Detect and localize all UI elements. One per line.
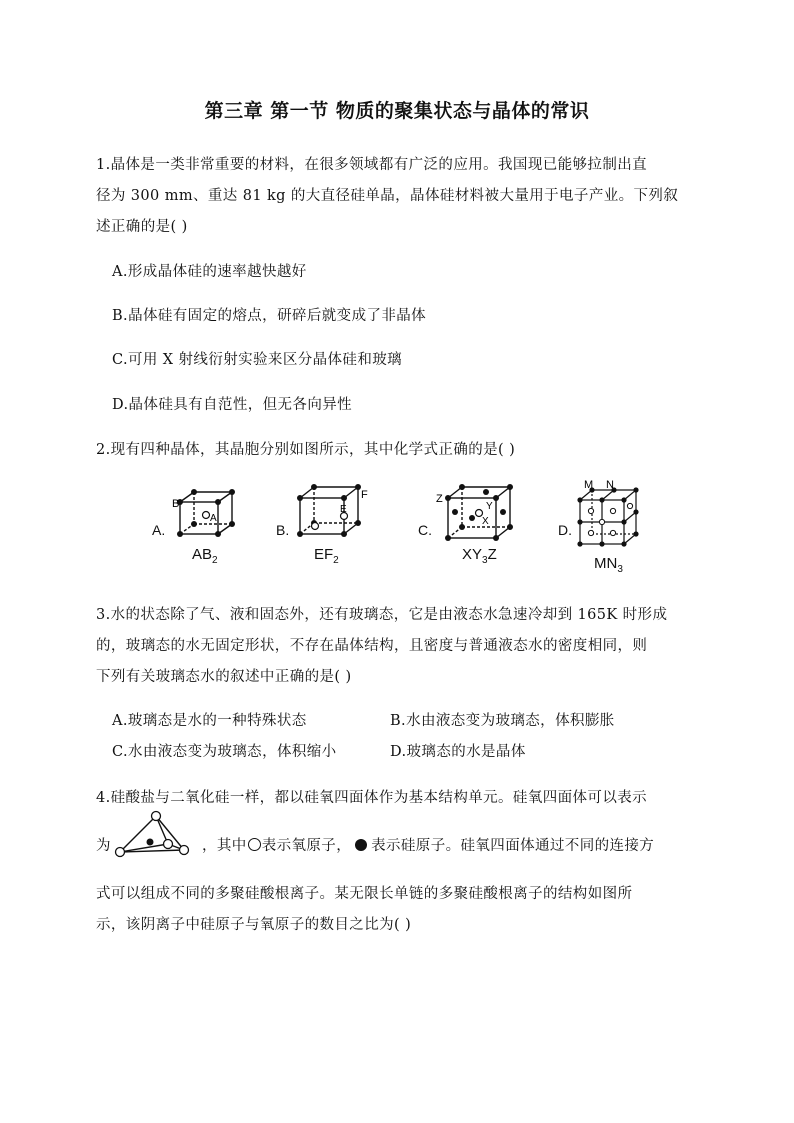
figure-b-tag-f: F xyxy=(361,489,368,501)
sio4-tetrahedron-icon xyxy=(110,810,196,860)
q2-stem: 2.现有四种晶体，其晶胞分别如图所示，其中化学式正确的是( ) xyxy=(96,442,516,458)
q4-stem-line3: 式可以组成不同的多聚硅酸根离子。某无限长单链的多聚硅酸根离子的结构如图所 xyxy=(96,886,633,902)
figure-d-formula-main: MN xyxy=(594,555,618,572)
figure-b-label[interactable]: B. xyxy=(276,522,290,538)
figure-a-formula xyxy=(192,546,218,566)
figure-a-label[interactable]: A. xyxy=(152,522,166,538)
figure-c-tag-y: Y xyxy=(486,501,493,512)
figure-d-tag-m: M xyxy=(584,480,594,491)
figure-c-formula-main: XY xyxy=(462,546,483,563)
figure-b-formula-main: EF xyxy=(314,546,334,563)
figure-c-formula-tail: Z xyxy=(487,546,497,563)
q3-option-a[interactable]: A.玻璃态是水的一种特殊状态 xyxy=(112,713,307,729)
figure-a-formula-main: AB xyxy=(192,546,213,563)
silicon-atom-icon xyxy=(355,839,367,851)
q4-line2 xyxy=(202,834,654,855)
q3-option-d[interactable]: D.玻璃态的水是晶体 xyxy=(390,744,526,760)
figure-a-cell xyxy=(172,486,238,538)
figure-c-tag-z: Z xyxy=(436,493,443,505)
figure-a-formula-sub: 2 xyxy=(212,555,218,566)
figure-b-tag-e: E xyxy=(340,504,347,515)
q4-line2-mid: ，其中 xyxy=(202,838,247,854)
q1-option-d[interactable]: D.晶体硅具有自范性，但无各向异性 xyxy=(112,397,353,413)
figure-d-tag-n: N xyxy=(606,480,614,491)
figure-c-formula-sub: 3 xyxy=(482,555,488,566)
figure-c-label[interactable]: C. xyxy=(418,522,432,538)
page-title: 第三章 第一节 物质的聚集状态与晶体的常识 xyxy=(204,100,590,122)
figure-d-label[interactable]: D. xyxy=(558,522,572,538)
figure-c-formula xyxy=(462,546,497,566)
q4-stem-line1: 4.硅酸盐与二氧化硅一样，都以硅氧四面体作为基本结构单元。硅氧四面体可以表示 xyxy=(96,790,648,806)
q1-option-a[interactable]: A.形成晶体硅的速率越快越好 xyxy=(112,264,307,280)
q3-stem-line1: 3.水的状态除了气、液和固态外，还有玻璃态，它是由液态水急速冷却到 165K 时形成 xyxy=(96,607,668,623)
figure-a-tag-a: A xyxy=(210,513,217,524)
figure-b-formula-sub: 2 xyxy=(333,555,339,566)
q3-option-b[interactable]: B.水由液态变为玻璃态，体积膨胀 xyxy=(390,713,615,729)
q3-option-c[interactable]: C.水由液态变为玻璃态，体积缩小 xyxy=(112,744,337,760)
figure-d-formula-sub: 3 xyxy=(617,564,623,575)
figure-a-tag-b: B xyxy=(172,498,180,510)
figure-c-tag-x: X xyxy=(482,516,489,527)
q4-prefix: 为 xyxy=(96,838,111,854)
figure-c-cell xyxy=(434,482,520,542)
figure-b-cell xyxy=(294,482,372,540)
q3-stem-line3: 下列有关玻璃态水的叙述中正确的是( ) xyxy=(96,669,352,685)
q3-stem-line2: 的，玻璃态的水无固定形状，不存在晶体结构，且密度与普通液态水的密度相同，则 xyxy=(96,638,648,654)
figure-d-cell xyxy=(574,480,640,554)
q1-option-c[interactable]: C.可用 X 射线衍射实验来区分晶体硅和玻璃 xyxy=(112,352,403,368)
q1-stem-line2: 径为 300 mm、重达 81 kg 的大直径硅单晶，晶体硅材料被大量用于电子产业。下列叙 xyxy=(96,188,679,204)
q1-stem-line3: 述正确的是( ) xyxy=(96,219,188,235)
q4-line2-o: 表示氧原子， xyxy=(261,838,352,854)
q1-option-b[interactable]: B.晶体硅有固定的熔点，研碎后就变成了非晶体 xyxy=(112,308,427,324)
q4-stem-line4: 示，该阴离子中硅原子与氧原子的数目之比为( ) xyxy=(96,917,412,933)
oxygen-atom-icon xyxy=(248,838,261,851)
q4-line2-si: 表示硅原子。硅氧四面体通过不同的连接方 xyxy=(371,838,655,854)
q1-stem-line1: 1.晶体是一类非常重要的材料，在很多领域都有广泛的应用。我国现已能够拉制出直 xyxy=(96,157,648,173)
figure-b-formula xyxy=(314,546,339,566)
figure-d-formula xyxy=(594,555,623,575)
